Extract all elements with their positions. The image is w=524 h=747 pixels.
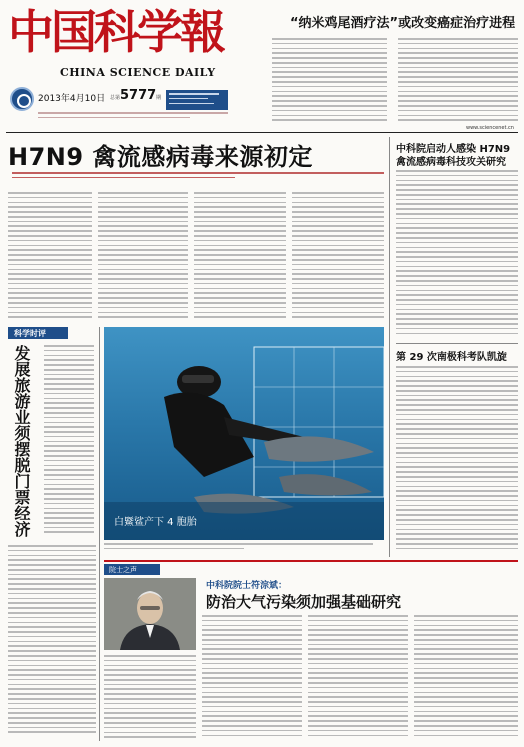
commentary-body-narrow bbox=[44, 345, 94, 540]
feature-column-3 bbox=[414, 615, 518, 741]
commentary-divider bbox=[99, 327, 100, 741]
masthead-rule bbox=[6, 132, 518, 133]
lead-column-1 bbox=[8, 192, 92, 322]
lead-headline[interactable]: H7N9 禽流感病毒来源初定 bbox=[8, 143, 313, 171]
issue-suffix: 期 bbox=[156, 95, 162, 101]
feature-column-2 bbox=[308, 615, 408, 741]
masthead-english-title: CHINA SCIENCE DAILY bbox=[60, 66, 216, 79]
feature-kicker: 中科院院士符淙斌： bbox=[206, 581, 288, 591]
masthead-title: 中国科学報 bbox=[8, 5, 223, 59]
photo-credit bbox=[104, 543, 384, 555]
commentary-section-label: 科学时评 bbox=[14, 329, 46, 338]
feature-intro bbox=[104, 655, 196, 741]
sidebar-body bbox=[396, 170, 518, 340]
secondary-headline[interactable]: 第 29 次南极科考队凯旋 bbox=[396, 352, 507, 363]
shark-photo-scene bbox=[104, 327, 384, 540]
top-story-headline[interactable]: “纳米鸡尾酒疗法”或改变癌症治疗进程 bbox=[290, 16, 516, 31]
sidebar-rule bbox=[396, 343, 518, 344]
lead-column-2 bbox=[98, 192, 188, 322]
lead-column-4 bbox=[292, 192, 384, 322]
issue-number: 5777 bbox=[120, 88, 157, 103]
commentary-body-wide bbox=[8, 545, 96, 740]
photo-caption: 白鱀鲨产下 4 胞胎 bbox=[114, 517, 197, 528]
lead-column-3 bbox=[194, 192, 286, 322]
sidebar-divider bbox=[389, 137, 390, 557]
sidebar-headline-2[interactable]: 禽流感病毒科技攻关研究 bbox=[396, 157, 506, 168]
cas-emblem-icon bbox=[10, 87, 34, 111]
portrait-figure bbox=[104, 578, 196, 650]
commentary-section-tag bbox=[8, 327, 68, 339]
top-story-body-left bbox=[272, 38, 387, 128]
commentary-headline[interactable]: 发展旅游业须摆脱门票经济 bbox=[12, 345, 31, 537]
masthead-imprint bbox=[38, 112, 228, 122]
lead-standfirst bbox=[12, 172, 384, 184]
feature-column-1 bbox=[202, 615, 302, 741]
shark-photo bbox=[104, 327, 384, 540]
masthead bbox=[6, 4, 268, 124]
issue-date: 2013年4月10日 bbox=[38, 94, 106, 104]
feature-rule bbox=[104, 560, 518, 562]
feature-section-tag bbox=[104, 564, 160, 575]
portrait-photo bbox=[104, 578, 196, 650]
masthead-info-box bbox=[166, 90, 228, 110]
sidebar-headline-1[interactable]: 中科院启动人感染 H7N9 bbox=[396, 144, 511, 155]
feature-section-label: 院士之声 bbox=[109, 566, 137, 574]
issue-label: 总第 bbox=[110, 95, 121, 101]
website-label[interactable]: www.sciencenet.cn bbox=[466, 125, 514, 131]
feature-headline[interactable]: 防治大气污染须加强基础研究 bbox=[206, 593, 402, 611]
top-story-body-right bbox=[398, 38, 518, 128]
secondary-body bbox=[396, 366, 518, 556]
